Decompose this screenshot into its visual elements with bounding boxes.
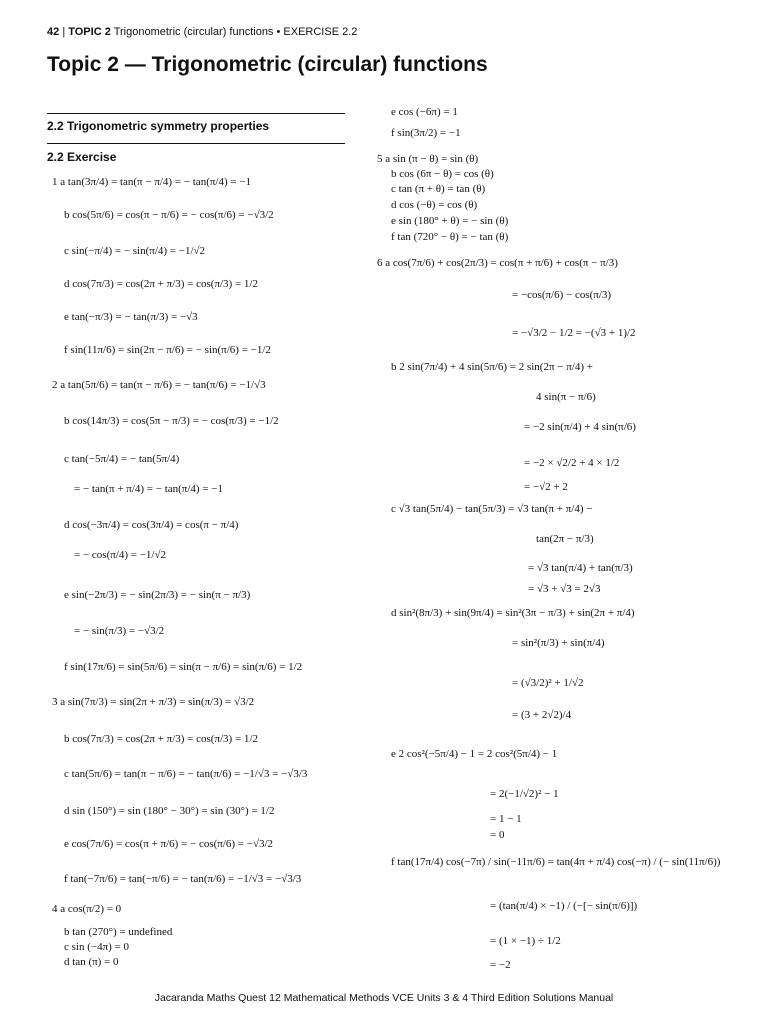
solution-line: c tan(−5π/4) = − tan(5π/4) [64, 453, 180, 465]
solution-line: b cos(14π/3) = cos(5π − π/3) = − cos(π/3) = −1/2 [64, 415, 279, 427]
solution-line: = (tan(π/4) × −1) / (−[− sin(π/6)]) [490, 900, 638, 912]
solution-line: e sin(−2π/3) = − sin(2π/3) = − sin(π − π/3) [64, 589, 251, 601]
solution-line: 4 a cos(π/2) = 0 [52, 903, 122, 915]
solution-line: 6 a cos(7π/6) + cos(2π/3) = cos(π + π/6) + cos(π − π/3) [377, 257, 618, 269]
topic-label: TOPIC 2 [68, 26, 111, 38]
solution-line: 3 a sin(7π/3) = sin(2π + π/3) = sin(π/3) = √3/2 [52, 696, 255, 708]
solution-line: = − sin(π/3) = −√3/2 [74, 625, 165, 637]
solution-line: = −2 [490, 959, 511, 971]
running-header [47, 26, 357, 38]
solution-line: f tan(−7π/6) = tan(−π/6) = − tan(π/6) = −1/√3 = −√3/3 [64, 873, 302, 885]
solution-line: d cos(−3π/4) = cos(3π/4) = cos(π − π/4) [64, 519, 239, 531]
solution-line: = (√3/2)² + 1/√2 [512, 677, 584, 689]
page-title: Topic 2 — Trigonometric (circular) functions [47, 53, 488, 76]
solution-line: c sin (−4π) = 0 [64, 941, 130, 953]
solution-line: = −cos(π/6) − cos(π/3) [512, 289, 612, 301]
header-separator: | [62, 26, 66, 38]
solution-line: = −√2 + 2 [524, 481, 568, 493]
solution-line: = √3 tan(π/4) + tan(π/3) [528, 562, 633, 574]
solution-line: e cos (−6π) = 1 [391, 106, 458, 118]
solution-line: f sin(17π/6) = sin(5π/6) = sin(π − π/6) = sin(π/6) = 1/2 [64, 661, 303, 673]
solution-line: tan(2π − π/3) [536, 533, 594, 545]
solution-line: = −2 sin(π/4) + 4 sin(π/6) [524, 421, 636, 433]
solution-line: = − cos(π/4) = −1/√2 [74, 549, 167, 561]
solution-line: b cos(7π/3) = cos(2π + π/3) = cos(π/3) = 1/2 [64, 733, 258, 745]
solution-line: f tan(17π/4) cos(−7π) / sin(−11π/6) = tan(4π + π/4) cos(−π) / (− sin(11π/6)) [391, 856, 721, 868]
solution-line: 1 a tan(3π/4) = tan(π − π/4) = − tan(π/4) = −1 [52, 176, 252, 188]
solution-line: = (3 + 2√2)/4 [512, 709, 572, 721]
solution-line: f sin(3π/2) = −1 [391, 127, 461, 139]
solution-line: = −2 × √2/2 + 4 × 1/2 [524, 457, 620, 469]
section-rule-bottom [47, 143, 345, 144]
solution-line: f sin(11π/6) = sin(2π − π/6) = − sin(π/6) = −1/2 [64, 344, 271, 356]
footer: Jacaranda Maths Quest 12 Mathematical Methods VCE Units 3 & 4 Third Edition Solutions Manual [154, 992, 614, 1004]
topic-rest: Trigonometric (circular) functions • EXERCISE 2.2 [113, 26, 358, 38]
solution-line: e sin (180° + θ) = − sin (θ) [391, 215, 509, 227]
solution-line: = √3 + √3 = 2√3 [528, 583, 601, 595]
solution-line: c tan(5π/6) = tan(π − π/6) = − tan(π/6) = −1/√3 = −√3/3 [64, 768, 308, 780]
solution-line: 2 a tan(5π/6) = tan(π − π/6) = − tan(π/6) = −1/√3 [52, 379, 266, 391]
solution-line: d cos (−θ) = cos (θ) [391, 199, 478, 211]
solution-line: = 1 − 1 [490, 813, 522, 825]
section-rule-top [47, 113, 345, 114]
solution-line: b cos(5π/6) = cos(π − π/6) = − cos(π/6) = −√3/2 [64, 209, 274, 221]
solution-line: d sin (150°) = sin (180° − 30°) = sin (30°) = 1/2 [64, 805, 275, 817]
solution-line: b 2 sin(7π/4) + 4 sin(5π/6) = 2 sin(2π − π/4) + [391, 361, 593, 373]
page-number: 42 [47, 26, 60, 38]
solution-line: e cos(7π/6) = cos(π + π/6) = − cos(π/6) = −√3/2 [64, 838, 274, 850]
solution-line: c tan (π + θ) = tan (θ) [391, 183, 486, 195]
solution-line: e 2 cos²(−5π/4) − 1 = 2 cos²(5π/4) − 1 [391, 748, 558, 760]
solution-line: = − tan(π + π/4) = − tan(π/4) = −1 [74, 483, 223, 495]
solution-line: b tan (270°) = undefined [64, 926, 173, 938]
solution-line: b cos (6π − θ) = cos (θ) [391, 168, 494, 180]
solution-line: 5 a sin (π − θ) = sin (θ) [377, 153, 479, 165]
solution-line: f tan (720° − θ) = − tan (θ) [391, 231, 509, 243]
solution-line: = 2(−1/√2)² − 1 [490, 788, 559, 800]
solution-line: d sin²(8π/3) + sin(9π/4) = sin²(3π − π/3) + sin(2π + π/4) [391, 607, 635, 619]
solution-line: 4 sin(π − π/6) [536, 391, 596, 403]
exercise-title: 2.2 Exercise [47, 150, 117, 164]
solution-line: c √3 tan(5π/4) − tan(5π/3) = √3 tan(π + π/4) − [391, 503, 593, 515]
solution-line: = sin²(π/3) + sin(π/4) [512, 637, 605, 649]
solution-line: = 0 [490, 829, 505, 841]
solution-line: d cos(7π/3) = cos(2π + π/3) = cos(π/3) = 1/2 [64, 278, 258, 290]
solution-line: = −√3/2 − 1/2 = −(√3 + 1)/2 [512, 327, 636, 339]
solution-line: d tan (π) = 0 [64, 956, 119, 968]
section-title: 2.2 Trigonometric symmetry properties [47, 119, 270, 133]
solution-line: c sin(−π/4) = − sin(π/4) = −1/√2 [64, 245, 206, 257]
solution-line: = (1 × −1) ÷ 1/2 [490, 935, 561, 947]
solution-line: e tan(−π/3) = − tan(π/3) = −√3 [64, 311, 198, 323]
